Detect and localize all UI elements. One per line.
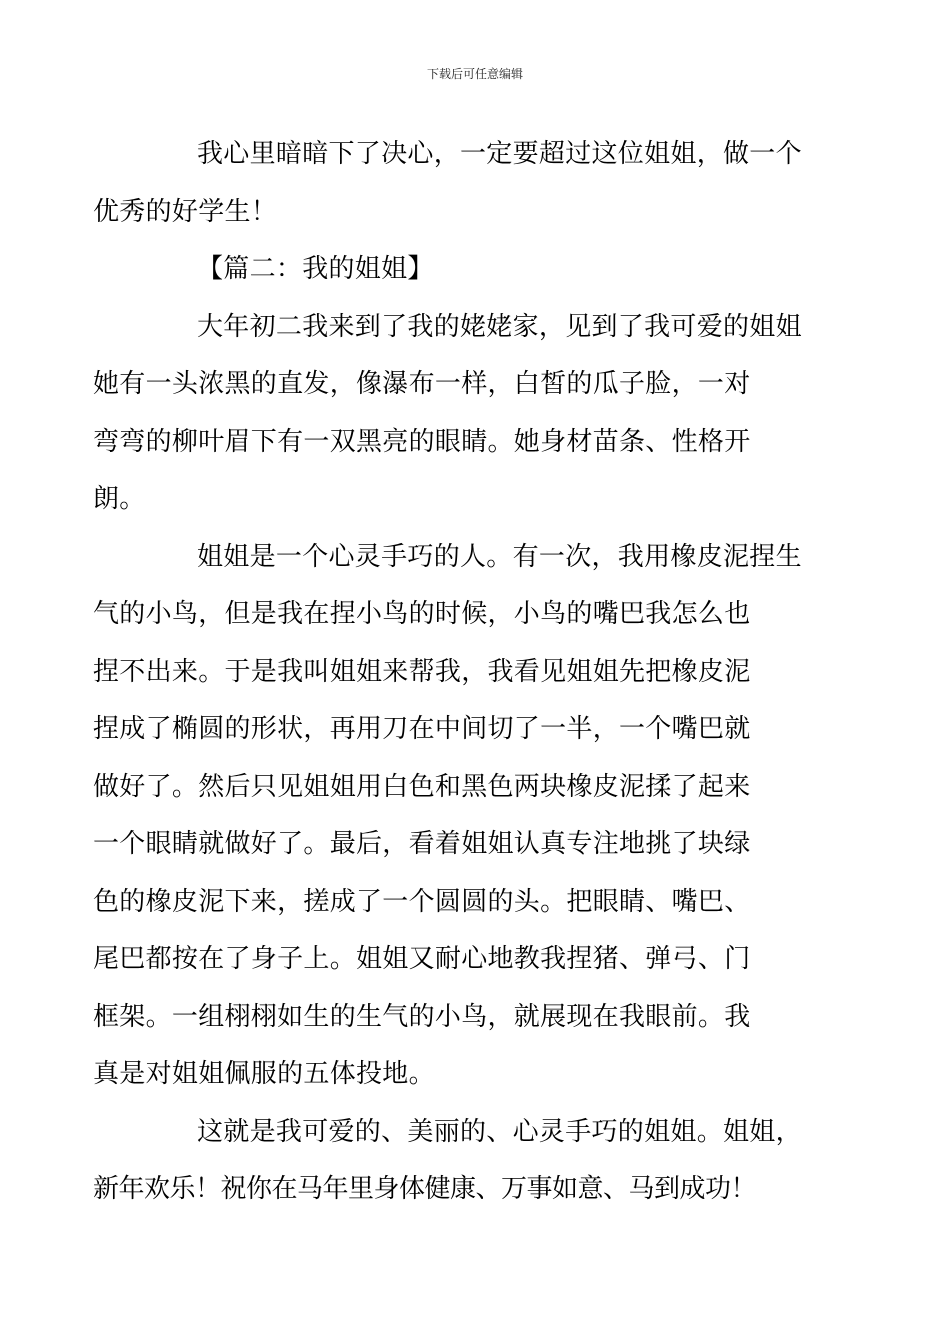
text-line: 弯弯的柳叶眉下有一双黑亮的眼睛。她身材苗条、性格开 <box>93 426 751 457</box>
paragraph-story <box>93 529 807 1104</box>
document-body <box>93 126 807 1219</box>
text-line: 一个眼睛就做好了。最后，看着姐姐认真专注地挑了块绿 <box>93 829 751 859</box>
text-line: 这就是我可爱的、美丽的、心灵手巧的姐姐。姐姐， <box>197 1116 802 1147</box>
text-line: 朗。 <box>93 484 146 514</box>
text-line: 真是对姐姐佩服的五体投地。 <box>93 1059 435 1089</box>
text-line: 她有一头浓黑的直发，像瀑布一样，白皙的瓜子脸，一对 <box>93 369 751 399</box>
text-line: 尾巴都按在了身子上。姐姐又耐心地教我捏猪、弹弓、门 <box>93 944 751 974</box>
text-line: 姐姐是一个心灵手巧的人。有一次，我用橡皮泥捏生 <box>197 541 802 572</box>
text-line: 气的小鸟，但是我在捏小鸟的时候，小鸟的嘴巴我怎么也 <box>93 599 751 629</box>
text-line: 框架。一组栩栩如生的生气的小鸟，就展现在我眼前。我 <box>93 1001 751 1032</box>
paragraph-resolve <box>93 126 807 241</box>
heading-text: 【篇二：我的姐姐】 <box>197 254 434 284</box>
text-line: 新年欢乐！祝你在马年里身体健康、万事如意、马到成功！ <box>93 1174 757 1204</box>
text-line: 捏成了椭圆的形状，再用刀在中间切了一半，一个嘴巴就 <box>93 714 751 744</box>
text-line: 我心里暗暗下了决心，一定要超过这位姐姐，做一个 <box>197 139 802 169</box>
paragraph-description <box>93 299 807 529</box>
paragraph-conclusion <box>93 1104 807 1219</box>
text-line: 优秀的好学生！ <box>93 196 278 227</box>
text-line: 色的橡皮泥下来，搓成了一个圆圆的头。把眼睛、嘴巴、 <box>93 886 751 917</box>
section-heading <box>145 241 807 299</box>
text-line: 大年初二我来到了我的姥姥家，见到了我可爱的姐姐 <box>197 311 802 342</box>
page-header: 下载后可任意编辑 <box>426 67 523 81</box>
text-line: 捏不出来。于是我叫姐姐来帮我，我看见姐姐先把橡皮泥 <box>93 656 751 687</box>
text-line: 做好了。然后只见姐姐用白色和黑色两块橡皮泥揉了起来 <box>93 771 751 802</box>
